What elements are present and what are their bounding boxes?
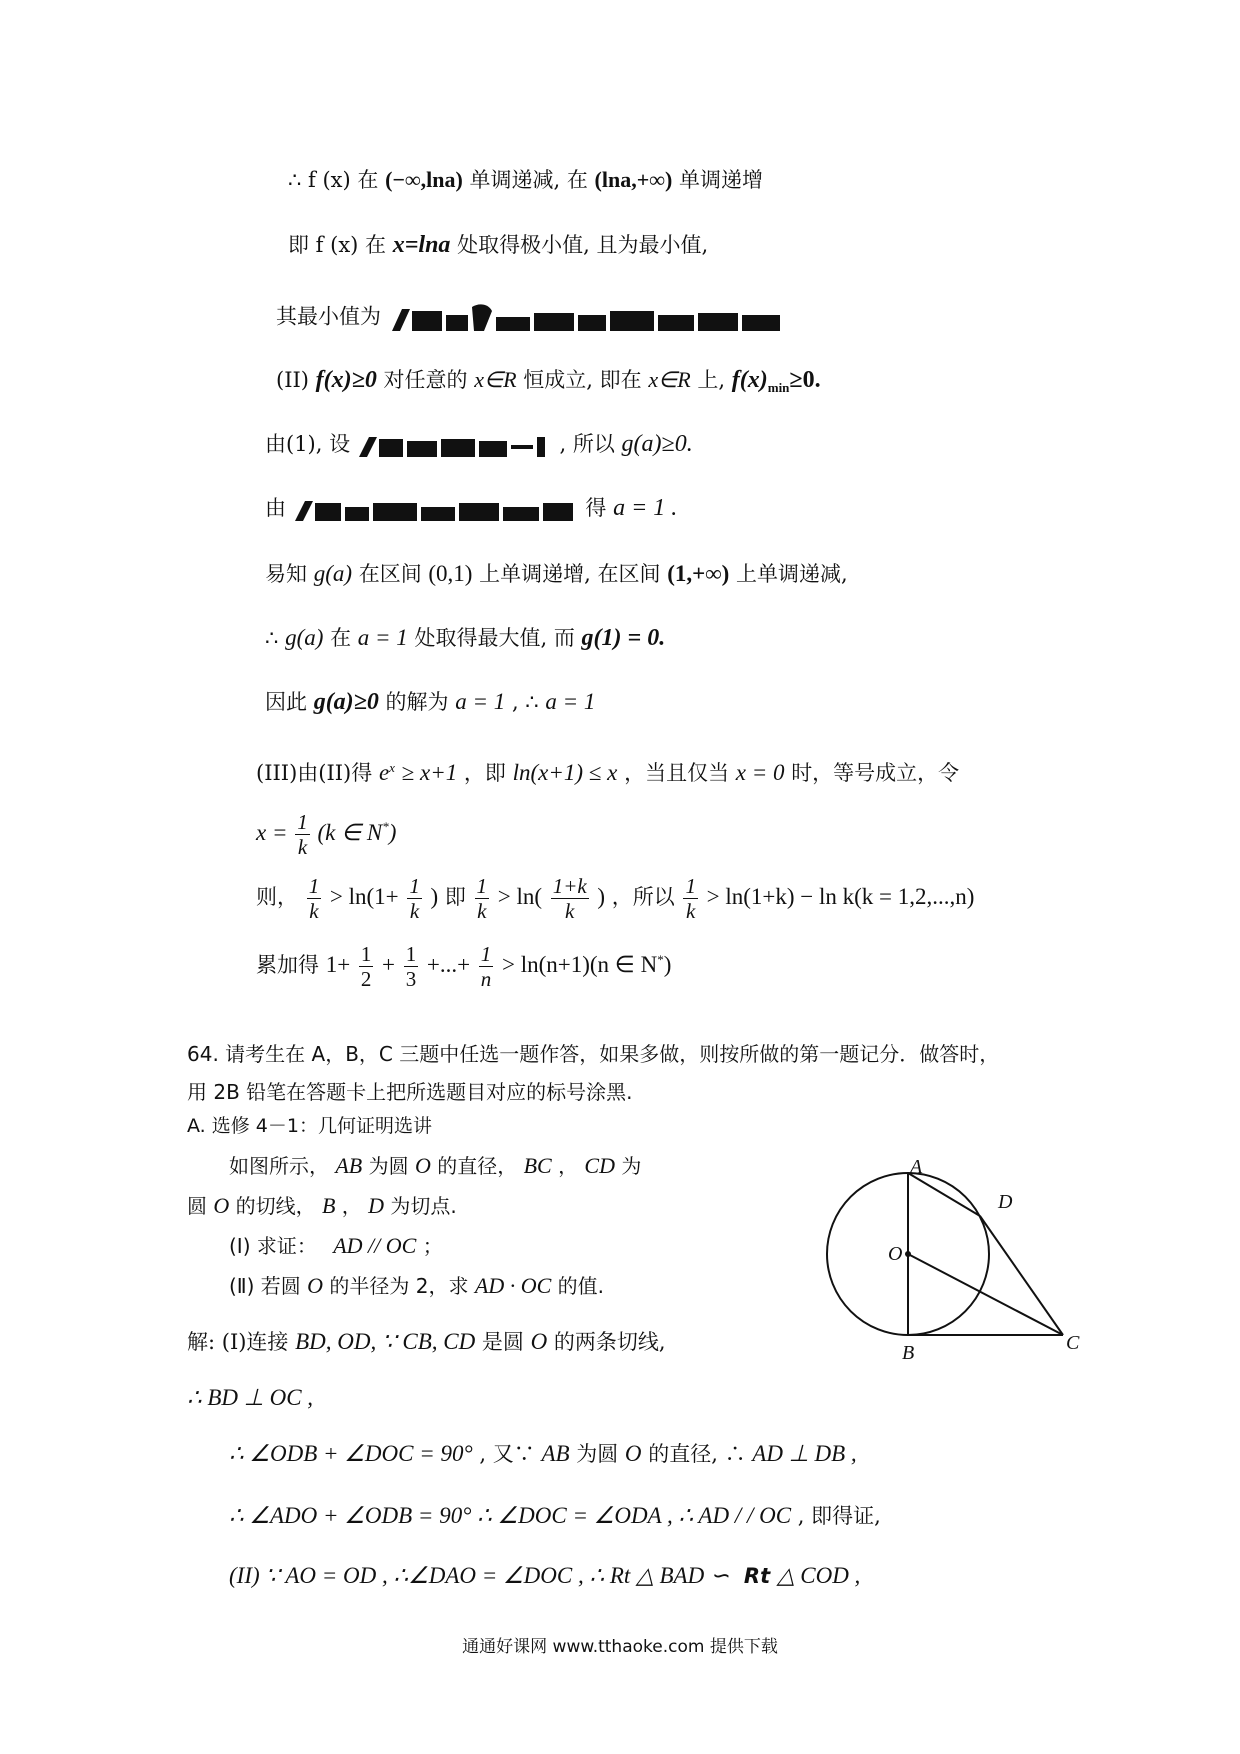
fraction [295, 810, 310, 859]
solution-64-line-3 [229, 1440, 857, 1468]
text: ，所以 [611, 885, 675, 909]
denominator: k [565, 899, 575, 923]
label-b: B [902, 1342, 915, 1360]
text: 在 [330, 626, 352, 650]
solution-line-min-value [276, 301, 788, 335]
expr: BD, OD, ∵ CB, CD [295, 1329, 476, 1354]
expr: ∴ ∠ADO + ∠ODB = 90° ∴ ∠DOC = ∠ODA , ∴ AD / / OC [229, 1503, 792, 1528]
text: 则， [256, 885, 298, 909]
text: 上, [697, 368, 726, 392]
text: 由(1), 设 [265, 432, 351, 456]
denominator: k [309, 899, 319, 923]
solution-line-monotone-g [265, 560, 848, 588]
text: 因此 [265, 690, 307, 714]
expr: (0,1) [428, 561, 473, 586]
expr: x∈R [474, 367, 517, 392]
expr: > ln(n+1)(n ∈ N [501, 952, 658, 977]
expr: CD [584, 1153, 615, 1178]
denominator: 2 [360, 967, 372, 991]
expr: AD · OC [474, 1273, 552, 1298]
expr: ≥0. [789, 367, 821, 393]
denominator: 3 [405, 967, 417, 991]
fraction [551, 874, 589, 923]
text: 上单调递增, 在区间 [479, 562, 661, 586]
text: 时，等号成立，令 [791, 761, 960, 785]
tangent-cd [980, 1216, 1063, 1335]
text: 为切点. [390, 1194, 457, 1218]
expr: f(x) [731, 367, 768, 393]
expr: a = 1 [357, 625, 408, 650]
expr: ln(x+1) ≤ x [512, 760, 618, 785]
solution-64-line-5 [229, 1562, 860, 1590]
numerator: 1 [360, 942, 372, 966]
text: 圆 [187, 1194, 207, 1218]
text: ∴ f (x) 在 [288, 168, 379, 192]
text: 如图所示， [229, 1154, 329, 1178]
expr: > ln(1+ [329, 884, 399, 909]
text: ，当且仅当 [624, 761, 730, 785]
fraction [475, 874, 490, 923]
expr: x=lna [392, 232, 451, 258]
text: (II) [276, 368, 309, 392]
expr: O [414, 1153, 431, 1178]
solution-64-line-4 [229, 1502, 881, 1530]
numerator: 1 [405, 942, 417, 966]
text: ，即 [463, 761, 506, 785]
numerator: 1 [480, 942, 492, 966]
solution-line-max [265, 624, 665, 652]
numerator: 1 [308, 874, 320, 898]
garbled-formula-image [357, 431, 553, 461]
text: 处取得最大值, 而 [414, 626, 575, 650]
fraction [479, 942, 494, 991]
expr: (k ∈ N [317, 819, 383, 845]
expr: (lna,+∞) [594, 167, 673, 192]
expr: a = 1 . [613, 495, 678, 521]
fraction [359, 942, 374, 991]
fraction [407, 874, 422, 923]
text: 处取得极小值, 且为最小值, [457, 233, 709, 257]
text: 其最小值为 [276, 304, 381, 329]
subscript: min [767, 380, 790, 396]
expr: BC [523, 1153, 552, 1178]
text: 为圆 [368, 1154, 409, 1178]
text: , 即得证, [797, 1504, 881, 1528]
text: , 又∵ [479, 1442, 535, 1466]
text: , 所以 [559, 432, 615, 456]
expr: (II) ∵ AO = OD , ∴∠DAO = ∠DOC , ∴ Rt △ BAD ∽ [229, 1563, 730, 1588]
numerator: 1+k [552, 874, 587, 898]
expr: AB [541, 1441, 570, 1466]
center-point [905, 1251, 911, 1257]
expr: g(a)≥0. [621, 431, 693, 457]
superscript: x [389, 760, 395, 775]
expr: a = 1 [455, 689, 506, 714]
expr: O [213, 1193, 230, 1218]
garbled-formula-image [388, 301, 788, 335]
expr: 1+ [325, 952, 351, 977]
solution-let-x [256, 810, 396, 859]
text: 即 f (x) 在 [288, 233, 387, 257]
superscript: * [382, 819, 389, 835]
expr: O [530, 1329, 548, 1354]
expr: ≥ x+1 [401, 760, 458, 785]
text: 解: (I)连接 [187, 1330, 289, 1354]
solution-sum [256, 942, 671, 991]
problem-64-stem-2 [187, 1192, 457, 1220]
text: 单调递减, 在 [469, 168, 588, 192]
expr: e [378, 760, 390, 785]
expr: > ln( [497, 884, 543, 909]
expr: x∈R [648, 367, 691, 392]
text: 得 [585, 496, 607, 520]
problem-64-question-1 [229, 1232, 443, 1260]
solution-line-define-g [265, 430, 693, 461]
text: 为 [621, 1154, 642, 1178]
text: ， [558, 1154, 579, 1178]
denominator: k [686, 899, 696, 923]
expr: AD ⊥ DB , [752, 1441, 857, 1466]
text: 由 [265, 496, 286, 520]
segment-oc [908, 1254, 1063, 1335]
text: 的直径, ∴ [648, 1442, 746, 1466]
text: ∴ [265, 626, 279, 650]
expr: x = [256, 819, 288, 845]
text: ； [422, 1234, 443, 1258]
solution-64-line-2: ∴ BD ⊥ OC , [187, 1385, 314, 1410]
text: 的直径， [437, 1154, 518, 1178]
text: 的解为 [385, 690, 449, 714]
expr: ) [388, 819, 397, 845]
text: (III)由(II)得 [256, 761, 373, 785]
text: 即 [444, 885, 466, 909]
numerator: 1 [476, 874, 488, 898]
expr: f(x)≥0 [315, 367, 377, 393]
solution-64-line-1 [187, 1328, 666, 1356]
expr: ∴ ∠ODB + ∠DOC = 90° [229, 1441, 473, 1466]
text: 单调递增 [678, 168, 763, 192]
expr: a = 1 [545, 689, 596, 714]
text: 对任意的 [383, 368, 468, 392]
numerator: 1 [685, 874, 696, 898]
expr: AB [335, 1153, 363, 1178]
expr: Rt [743, 1564, 771, 1588]
expr: (−∞,lna) [385, 167, 463, 192]
text: 的两条切线, [553, 1330, 666, 1354]
text: 的切线， [235, 1194, 316, 1218]
expr: + [382, 952, 396, 977]
expr: g(a) [313, 561, 353, 586]
denominator: k [477, 899, 487, 923]
problem-64-question-2 [229, 1272, 604, 1300]
expr: ) [597, 884, 606, 909]
solution-inequality [256, 874, 974, 923]
expr: AD // OC [333, 1233, 417, 1258]
denominator: k [297, 835, 308, 859]
numerator: 1 [409, 874, 420, 898]
expr: x = 0 [735, 760, 785, 785]
text: 易知 [265, 562, 307, 586]
geometry-figure [820, 1160, 1090, 1360]
expr: g(1) = 0. [581, 625, 666, 651]
numerator: 1 [297, 810, 308, 834]
fraction [307, 874, 322, 923]
text: 的值. [557, 1274, 604, 1298]
expr: O [307, 1273, 324, 1298]
text: , ∴ [511, 690, 539, 714]
solution-part-2-line [276, 366, 821, 402]
expr: O [624, 1441, 642, 1466]
solution-line-minimum [288, 231, 708, 259]
expr: ) [663, 952, 672, 977]
text: 为圆 [576, 1442, 619, 1466]
text: 累加得 [256, 953, 319, 977]
superscript: * [657, 952, 664, 967]
expr: ) [430, 884, 439, 909]
page-footer: 通通好课网 www.tthaoke.com 提供下载 [462, 1637, 778, 1657]
text: 恒成立, 即在 [523, 368, 642, 392]
expr: g(a)≥0 [313, 689, 379, 715]
solution-line-conclusion [265, 688, 595, 716]
text: 上单调递减, [735, 562, 848, 586]
solution-line-solve [265, 494, 677, 525]
label-d: D [998, 1191, 1013, 1213]
expr: B [321, 1193, 336, 1218]
problem-64-instruction-1: 64. 请考生在 A，B，C 三题中任选一题作答，如果多做，则按所做的第一题记分．做答时， [187, 1042, 1000, 1066]
solution-line-monotonic [288, 166, 763, 194]
text: (Ⅱ) 若圆 [229, 1274, 301, 1298]
expr: △ COD , [776, 1563, 861, 1588]
expr: (1,+∞) [667, 561, 730, 586]
solution-part-3-line [256, 754, 959, 787]
text: (Ⅰ) 求证： [229, 1234, 317, 1258]
denominator: n [480, 967, 492, 991]
problem-64-stem-1 [229, 1152, 641, 1180]
label-c: C [1066, 1332, 1080, 1354]
label-a: A [910, 1160, 923, 1178]
fraction [404, 942, 419, 991]
text: 的半径为 2，求 [329, 1274, 469, 1298]
garbled-formula-image [293, 495, 579, 525]
expr: > ln(1+k) − ln k(k = 1,2,...,n) [706, 884, 975, 909]
expr: D [368, 1193, 385, 1218]
fraction [683, 874, 698, 923]
problem-64-section-title: A. 选修 4－1：几何证明选讲 [187, 1115, 432, 1137]
segment-ad [908, 1173, 980, 1216]
text: ， [341, 1194, 362, 1218]
expr: g(a) [285, 625, 324, 650]
expr: +...+ [426, 952, 471, 977]
text: 是圆 [481, 1330, 524, 1354]
problem-64-instruction-2: 用 2B 铅笔在答题卡上把所选题目对应的标号涂黑. [187, 1080, 633, 1104]
denominator: k [409, 899, 420, 923]
text: 在区间 [358, 562, 422, 586]
label-o: O [888, 1243, 903, 1265]
